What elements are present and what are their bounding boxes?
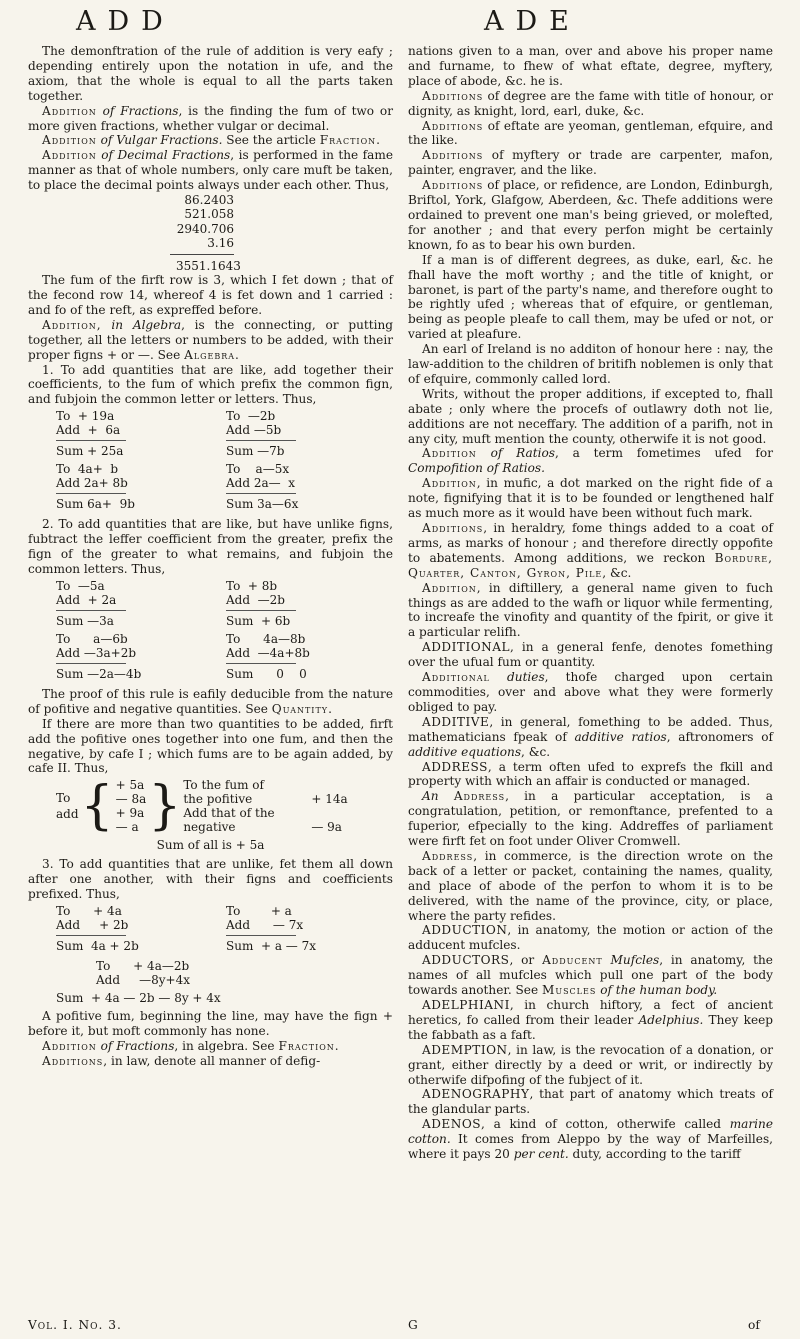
- number-row: 2940.706: [176, 221, 234, 236]
- example: To —2b Add —5b Sum —7b: [226, 409, 396, 458]
- number-row: 86.2403: [184, 193, 234, 208]
- header-right: ADE: [484, 6, 581, 37]
- entry-vulgar-fractions: Addition of Vulgar Fractions. See the article Fraction.: [42, 133, 381, 148]
- entry-adenos: ADENOS, a kind of cotton, otherwife called marine cotton. It comes from Aleppo by the way of Marfeilles, where it pays 20 per cent. duty, according to the tariff: [408, 1117, 773, 1162]
- entry-fractions: Addition of Fractions, is the finding the fum of two or more given fractions, whether vulgar or decimal.: [28, 103, 393, 133]
- right-column: [408, 44, 773, 1162]
- sum-row: 3551.1643: [176, 258, 241, 273]
- examples-unlike-signs: [56, 579, 393, 685]
- example: To 4a+ b Add 2a+ 8b Sum 6a+ 9b: [56, 462, 135, 512]
- left-column: [28, 44, 393, 1069]
- catchword: of: [748, 1318, 760, 1332]
- rule-3: 3. To add quantities that are unlike, fet them all down after one another, with their figns and coefficients prefixed. Thus,: [28, 857, 393, 902]
- entry-adduction: ADDUCTION, in anatomy, the motion or action of the adducent mufcles.: [408, 923, 773, 953]
- number-row: 521.058: [184, 207, 234, 222]
- example: To + 4a Add + 2b Sum 4a + 2b: [56, 903, 139, 953]
- example: To + 19a Add + 6a Sum + 25a: [56, 409, 226, 458]
- entry-address-commerce: Address, in commerce, is the direction wrote on the back of a letter or packet, containing the names, quality, and place of abode of the perfon to whom it is to be delivered, with the name of the province, city, or place, where the party refides.: [408, 848, 773, 923]
- header-left: ADD: [76, 6, 175, 37]
- entry-address-petition: An Address, in a particular acceptation, is a congratulation, petition, or remonftance, prefented to a fuperior, efpecially to the king. Addreffes of parliament were firft fet on foot under Oliver Cromwell.: [408, 789, 773, 849]
- entry-adductors: ADDUCTORS, or Adducent Mufcles, in anatomy, the names of all mufcles which pull one part of the body towards another. See Muscles of the human body.: [408, 953, 773, 998]
- example: To —5a Add + 2a Sum —3a: [56, 579, 226, 628]
- entry-law: Additions, in law, denote all manner of defig-: [42, 1053, 321, 1068]
- entry-additional: ADDITIONAL, in a general fenfe, denotes fomething over the ufual fum or quantity.: [408, 640, 773, 670]
- entry-ratios: Addition of Ratios, a term fometimes ufed for Compofition of Ratios.: [408, 446, 773, 476]
- entry-heraldry: Additions, in heraldry, fome things added to a coat of arms, as marks of honour ; and therefore directly oppofite to abatements. Among additions, we reckon Bordure, Quarter, Canton, Gyron, Pile, &c.: [408, 521, 773, 580]
- entry-ademption: ADEMPTION, in law, is the revocation of a donation, or grant, either directly by a deed or writ, or indirectly by otherwife difpofing of the fubject of it.: [408, 1042, 773, 1087]
- entry-address: ADDRESS, a term often ufed to exprefs the fkill and property with which an affair is conducted or managed.: [408, 759, 773, 789]
- right-brace: }: [148, 776, 182, 837]
- entry-algebra: Addition, in Algebra, is the connecting, or putting together, all the letters or numbers to be added, with their proper figns + or —. See Algebra.: [28, 317, 393, 362]
- paragraph: If there are more than two quantities to be added, firft add the pofitive ones together into one fum, and then the negative, by cafe I ; which fums are to be again added, by cafe II. Thus,: [28, 716, 393, 776]
- paragraph: The proof of this rule is eafily deducible from the nature of pofitive and negative quantities. See Quantity.: [28, 686, 393, 716]
- entry-music: Addition, in mufic, a dot marked on the right fide of a note, fignifying that it is to be founded or lengthened half as much more as it would have been without fuch mark.: [408, 476, 773, 521]
- entry-algebra-fractions: Addition of Fractions, in algebra. See Fraction.: [42, 1038, 340, 1053]
- volume-footer: Vol. I. No. 3.: [28, 1318, 122, 1332]
- signature-mark: G: [408, 1318, 418, 1332]
- paragraph: The demonftration of the rule of addition is very eafy ; depending entirely upon the notation in ufe, and the axiom, that the whole is equal to all the parts taken together.: [28, 44, 393, 103]
- example: To a—6b Add —3a+2b Sum —2a—4b: [56, 631, 142, 681]
- paragraph: Additions of place, or refidence, are London, Edinburgh, Briftol, York, Glafgow, Aberdeen, &c. Thefe additions were ordained to prevent one man's being grieved, or molefted, for another ; and that every perfon might be certainly known, fo as to bear his own burden.: [408, 178, 773, 252]
- paragraph: The fum of the firft row is 3, which I fet down ; that of the fecond row 14, whereof 4 is fet down and 1 carried : and fo of the reft, as expreffed before.: [28, 273, 393, 317]
- entry-adenography: ADENOGRAPHY, that part of anatomy which treats of the glandular parts.: [408, 1087, 773, 1117]
- entry-decimal-fractions: Addition of Decimal Fractions, is performed in the fame manner as that of whole numbers, only care muft be taken, to place the decimal points always under each other. Thus,: [28, 148, 393, 193]
- example: To 4a—8b Add —4a+8b Sum 0 0: [226, 631, 310, 681]
- example: To + a Add — 7x Sum + a — 7x: [226, 903, 317, 953]
- example: To + 4a—2b Add —8y+4x Sum + 4a — 2b — 8y + 4x: [56, 958, 221, 1005]
- paragraph: A pofitive fum, beginning the line, may have the fign + before it, but moft commonly has none.: [28, 1008, 393, 1038]
- entry-distillery: Addition, in diftillery, a general name given to fuch things as are added to the wafh or liquor while fermenting, to increafe the vinofity and quantity of the fpirit, or give it a particular relifh.: [408, 580, 773, 640]
- paragraph: Writs, without the proper additions, if excepted to, fhall abate ; only where the procefs of outlawry doth not lie, additions are not neceffary. The addition of a parifh, not in any city, muft mention the county, otherwife it is not good.: [408, 386, 773, 446]
- entry-additive: ADDITIVE, in general, fomething to be added. Thus, mathematicians fpeak of additive ratios, aftronomers of additive equations, &c.: [408, 714, 773, 759]
- examples-like-signs: [56, 409, 393, 515]
- paragraph: Additions of eftate are yeoman, gentleman, efquire, and the like.: [408, 118, 773, 148]
- rule-2: 2. To add quantities that are like, but have unlike figns, fubtract the leffer coefficient from the greater, prefix the fign of the greater to what remains, and fubjoin the common letters. Thus,: [28, 517, 393, 576]
- example: To + 8b Add —2b Sum + 6b: [226, 579, 396, 628]
- sum-rule: [170, 254, 234, 255]
- entry-additional-duties: Additional duties, thofe charged upon certain commodities, over and above what they were formerly obliged to pay.: [408, 670, 773, 714]
- bracket-sum: Sum of all is + 5a: [156, 838, 265, 853]
- decimal-sum-example: [176, 193, 393, 273]
- rule-1: 1. To add quantities that are like, add together their coefficients, to the fum of which prefix the common fign, and fubjoin the common letter or letters. Thus,: [28, 362, 393, 407]
- paragraph: An earl of Ireland is no additon of honour here : nay, the law-addition to the children of britifh noblemen is only that of efquire, commonly called lord.: [408, 342, 773, 386]
- examples-unlike-quantities: [56, 904, 393, 957]
- example: To a—5x Add 2a— x Sum 3a—6x: [226, 462, 299, 512]
- entry-adelphiani: ADELPHIANI, in church hiftory, a fect of ancient heretics, fo called from their leader Adelphius. They keep the fabbath as a faft.: [408, 998, 773, 1042]
- paragraph: If a man is of different degrees, as duke, earl, &c. he fhall have the moft worthy ; and the title of knight, or baronet, is part of the party's name, and therefore ought to be rightly ufed ; whereas that of efquire, or gentleman, being as people pleafe to call them, may be ufed or not, or varied at pleafure.: [408, 252, 773, 342]
- left-brace: {: [80, 776, 114, 837]
- paragraph: Additions of myftery or trade are carpenter, mafon, painter, engraver, and the like.: [408, 148, 773, 178]
- paragraph: Additions of degree are the fame with title of honour, or dignity, as knight, lord, earl, duke, &c.: [408, 88, 773, 118]
- number-row: 3.16: [207, 236, 234, 251]
- paragraph: nations given to a man, over and above his proper name and furname, to fhew of what eftate, degree, myftery, place of abode, &c. he is.: [408, 44, 773, 88]
- running-header: [0, 6, 800, 36]
- bracket-example: To add { + 5a — 8a + 9a — a } To the fum of the pofitive Add that of the negative + 14a — 9a: [56, 776, 348, 837]
